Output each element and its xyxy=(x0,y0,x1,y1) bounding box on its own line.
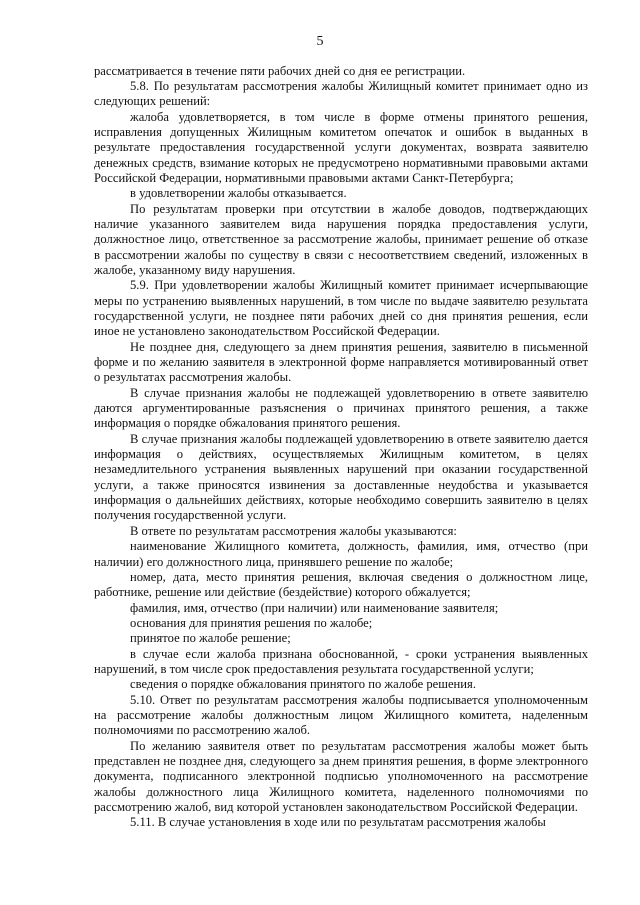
paragraph: фамилия, имя, отчество (при наличии) или наименование заявителя; xyxy=(130,600,499,615)
paragraph: 5.10. Ответ по результатам рассмотрения жалобы подписывается уполномоченным на рассмотрение жалобы должностным лицом Жилищного комитета, наделенным полномочиями по рассмотрению жалоб. xyxy=(94,692,588,738)
paragraph: принятое по жалобе решение; xyxy=(130,631,291,646)
paragraph: номер, дата, место принятия решения, включая сведения о должностном лице, работнике, решение или действие (бездействие) которого обжалуется; xyxy=(94,569,588,600)
paragraph: в случае если жалоба признана обоснованной, - сроки устранения выявленных нарушений, в том числе срок предоставления результата государственной услуги; xyxy=(94,646,588,676)
paragraph: В ответе по результатам рассмотрения жалобы указываются: xyxy=(130,523,457,538)
paragraph: сведения о порядке обжалования принятого по жалобе решения. xyxy=(130,677,476,692)
paragraph: 5.8. По результатам рассмотрения жалобы Жилищный комитет принимает одно из следующих решений: xyxy=(94,78,588,109)
paragraph: в удовлетворении жалобы отказывается. xyxy=(130,186,347,201)
paragraph: В случае признания жалобы подлежащей удовлетворению в ответе заявителю дается информация о действиях, осуществляемых Жилищным комитетом, в целях незамедлительного устранения выявленных нарушений при оказании государственной услуги, а также приносятся извинения за доставленные неудобства и указывается информация о дальнейших действиях, которые необходимо совершить заявителю в целях получения государственной услуги. xyxy=(94,431,588,523)
paragraph: По результатам проверки при отсутствии в жалобе доводов, подтверждающих наличие указанного заявителем вида нарушения порядка предоставления услуги, должностное лицо, ответственное за рассмотрение жалобы, принимает решение об отказе в рассмотрении жалобы по существу в связи с несоответствием сведений, изложенных в жалобе, указанному виду нарушения. xyxy=(94,201,588,277)
paragraph: В случае признания жалобы не подлежащей удовлетворению в ответе заявителю даются аргументированные разъяснения о причинах принятого решения, а также информация о порядке обжалования принятого решения. xyxy=(94,385,588,431)
paragraph: основания для принятия решения по жалобе; xyxy=(130,615,373,630)
paragraph: По желанию заявителя ответ по результатам рассмотрения жалобы может быть представлен не позднее дня, следующего за днем принятия решения, в форме электронного документа, подписанного электронной подписью уполномоченного на рассмотрение жалобы должностного лица Жилищного комитета, наделенного полномочиями по рассмотрению жалоб, вид которой установлен законодательством Российской Федерации. xyxy=(94,738,588,814)
paragraph: наименование Жилищного комитета, должность, фамилия, имя, отчество (при наличии) его должностного лица, принявшего решение по жалобе; xyxy=(94,539,588,569)
page-number: 5 xyxy=(316,34,324,49)
paragraph: рассматривается в течение пяти рабочих дней со дня ее регистрации. xyxy=(94,63,466,78)
paragraph: 5.11. В случае установления в ходе или по результатам рассмотрения жалобы xyxy=(130,815,546,830)
document-body xyxy=(94,64,588,831)
paragraph: жалоба удовлетворяется, в том числе в форме отмены принятого решения, исправления допущенных Жилищным комитетом опечаток и ошибок в выданных в результате предоставления государственной услуги документах, возврата заявителю денежных средств, взимание которых не предусмотрено нормативными правовыми актами Российской Федерации, нормативными правовыми актами Санкт-Петербурга; xyxy=(94,109,588,185)
paragraph: Не позднее дня, следующего за днем принятия решения, заявителю в письменной форме и по желанию заявителя в электронной форме направляется мотивированный ответ о результатах рассмотрения жалобы. xyxy=(94,339,588,385)
paragraph: 5.9. При удовлетворении жалобы Жилищный комитет принимает исчерпывающие меры по устранению выявленных нарушений, в том числе по выдаче заявителю результата государственной услуги, не позднее пяти рабочих дней со дня принятия решения, если иное не установлено законодательством Российской Федерации. xyxy=(94,278,588,339)
